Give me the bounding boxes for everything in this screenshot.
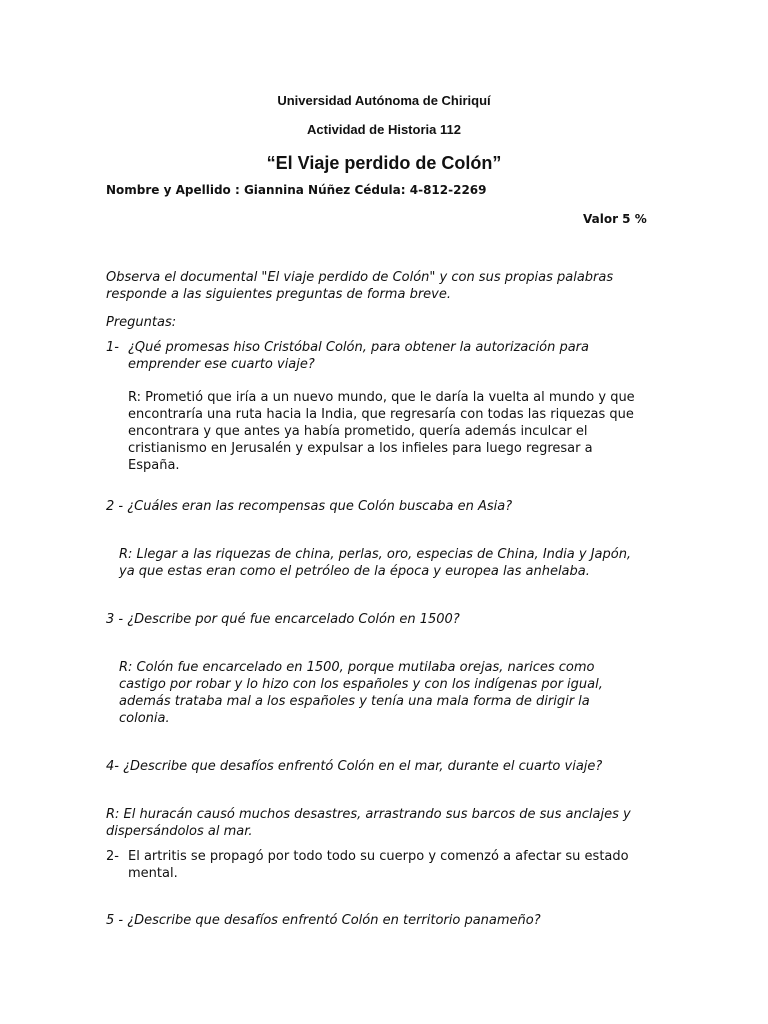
question-2-text: 2 - ¿Cuáles eran las recompensas que Colón buscaba en Asia? — [106, 499, 513, 514]
question-1-text: ¿Qué promesas hiso Cristóbal Colón, para obtener la autorización para emprender ese cuarto viaje? — [128, 340, 589, 372]
university-heading: Universidad Autónoma de Chiriquí — [277, 93, 491, 108]
document-title: “El Viaje perdido de Colón” — [266, 153, 502, 173]
question-5-text: 5 - ¿Describe que desafíos enfrentó Colón en territorio panameño? — [106, 913, 541, 928]
student-info: Nombre y Apellido : Giannina Núñez Cédula: 4-812-2269 — [106, 183, 487, 197]
answer-1-text: R: Prometió que iría a un nuevo mundo, que le daría la vuelta al mundo y que encontraría una ruta hacia la India, que regresaría con todas las riquezas que encontrara y que antes ya había prometido, quería además inculcar el cristianismo en Jerusalén y expulsar a los infieles para luego regresar a España. — [128, 390, 635, 473]
answer-4-sub-number: 2- — [106, 849, 119, 864]
preguntas-label: Preguntas: — [106, 315, 177, 330]
question-1-number: 1- — [106, 340, 119, 355]
answer-3-text: R: Colón fue encarcelado en 1500, porque mutilaba orejas, narices como castigo por robar y lo hizo con los españoles y con los indígenas por igual, además trataba mal a los españoles y tenía una mala forma de dirigir la colonia. — [119, 660, 603, 726]
answer-4-text: R: El huracán causó muchos desastres, arrastrando sus barcos de sus anclajes y dispersándolos al mar. — [106, 807, 631, 839]
question-4-text: 4- ¿Describe que desafíos enfrentó Colón en el mar, durante el cuarto viaje? — [106, 759, 603, 774]
activity-heading: Actividad de Historia 112 — [307, 122, 461, 137]
answer-2-text: R: Llegar a las riquezas de china, perlas, oro, especias de China, India y Japón, ya que estas eran como el petróleo de la época y europea las anhelaba. — [119, 547, 632, 579]
question-3-text: 3 - ¿Describe por qué fue encarcelado Colón en 1500? — [106, 612, 460, 627]
answer-4-sub-text: El artritis se propagó por todo todo su cuerpo y comenzó a afectar su estado mental. — [128, 849, 629, 881]
instruction-text: Observa el documental "El viaje perdido de Colón" y con sus propias palabras responde a las siguientes preguntas de forma breve. — [106, 270, 614, 302]
value-label: Valor 5 % — [583, 212, 647, 226]
